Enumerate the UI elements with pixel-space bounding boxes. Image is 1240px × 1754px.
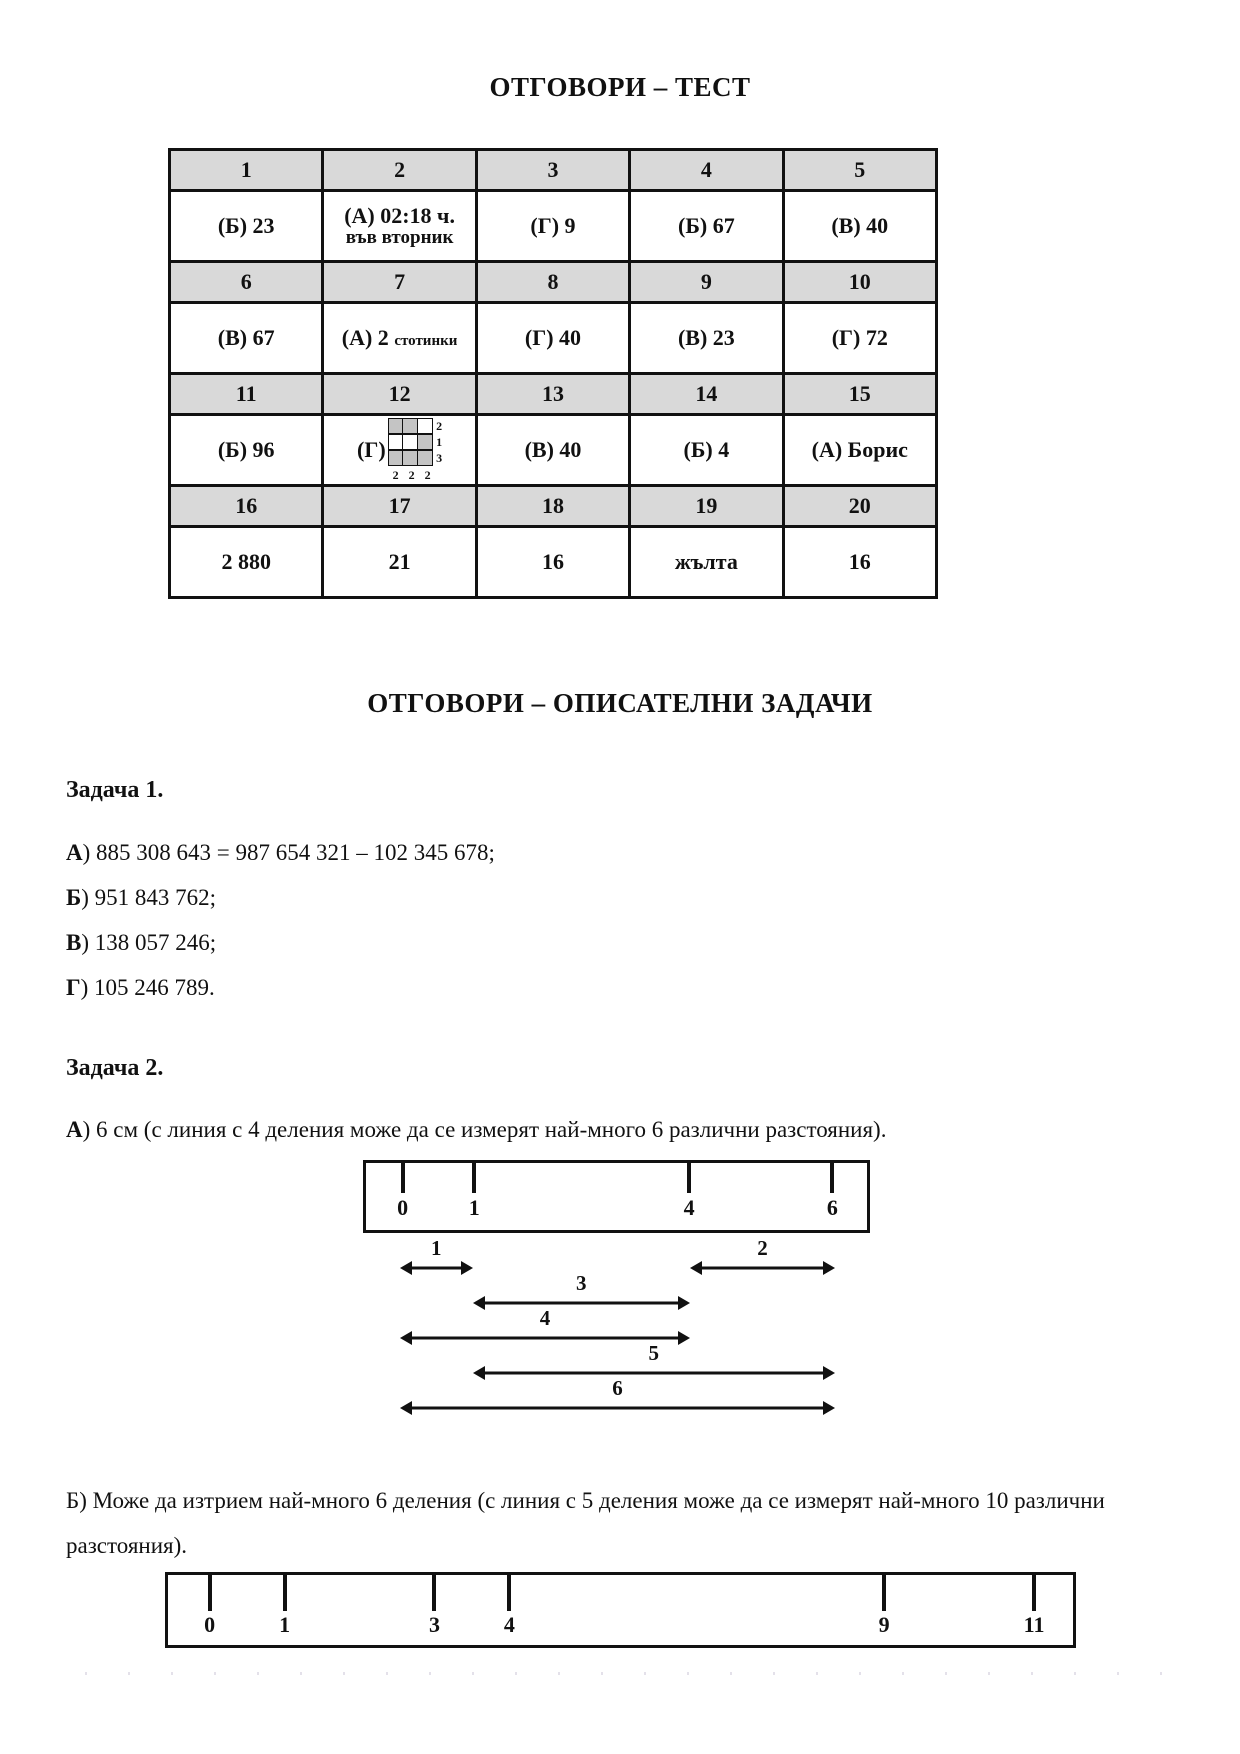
- scan-artifact-dots: [85, 1672, 1180, 1675]
- ruler-tick-label: 9: [878, 1612, 890, 1637]
- ruler-tick-label: 4: [683, 1195, 695, 1220]
- answer-cell-17: 21: [323, 527, 476, 598]
- ruler-tick: [283, 1575, 287, 1611]
- answer-cell-20: 16: [783, 527, 936, 598]
- arrow-shaft: [482, 1302, 682, 1305]
- answer-a-text: ) 6 см (с линия с 4 деления може да се измерят най-много 6 различни разстояния).: [82, 1117, 887, 1142]
- header-cell-14: 14: [630, 374, 783, 415]
- distance-arrows-diagram: [363, 1236, 870, 1430]
- ruler-tick-label: 1: [468, 1195, 480, 1220]
- task-2-section: [66, 1046, 1180, 1152]
- header-cell-12: 12: [323, 374, 476, 415]
- grid-row: [388, 418, 443, 434]
- answer-cell-16: 2 880: [170, 527, 323, 598]
- answer-b-label: Б: [66, 1488, 80, 1513]
- answer-row-3: [170, 415, 937, 486]
- arrow-label: 1: [431, 1236, 442, 1260]
- answer-cell-12: [323, 415, 476, 486]
- title-descriptive-tasks: ОТГОВОРИ – ОПИСАТЕЛНИ ЗАДАЧИ: [367, 688, 873, 718]
- answer-cell-5: (В) 40: [783, 191, 936, 262]
- ruler-tick: [830, 1163, 834, 1193]
- header-cell-10: 10: [783, 262, 936, 303]
- distance-arrow-4: [400, 1306, 690, 1346]
- answer-cell-10: (Г) 72: [783, 303, 936, 374]
- task-1-answer-b: [66, 875, 1180, 920]
- ruler-tick: [208, 1575, 212, 1611]
- answer-cell-1: (Б) 23: [170, 191, 323, 262]
- task-1-answer-v: [66, 920, 1180, 965]
- ruler-tick: [432, 1575, 436, 1611]
- ruler-diagram-4-marks: [363, 1160, 870, 1233]
- grid-row: [388, 434, 443, 450]
- header-row-1: [170, 150, 937, 191]
- task-2-heading: Задача 2.: [66, 1055, 164, 1081]
- header-cell-7: 7: [323, 262, 476, 303]
- answer-v-text: ) 138 057 246;: [81, 930, 217, 955]
- task-2-answer-b: [66, 1478, 1180, 1568]
- answer-cell-15: (А) Борис: [783, 415, 936, 486]
- ruler-tick-label: 3: [428, 1612, 440, 1637]
- answer-2-time: (А) 02:18 ч.: [344, 203, 455, 228]
- answers-table: [168, 148, 938, 599]
- distance-arrow-1: [400, 1236, 473, 1276]
- answer-cell-7: [323, 303, 476, 374]
- distance-arrow-2: [690, 1236, 835, 1276]
- answer-7-main: (А) 2: [341, 325, 389, 350]
- distance-arrow-5: [473, 1341, 836, 1381]
- answer-b-text: ) Може да изтрием най-много 6 деления (с линия с 5 деления може да се измерят най-много 10 различни разстояния).: [66, 1488, 1105, 1558]
- grid-row-label: 2: [436, 419, 443, 433]
- answer-cell-8: (Г) 40: [476, 303, 629, 374]
- arrow-shaft: [409, 1407, 826, 1410]
- arrow-shaft: [699, 1267, 826, 1270]
- answer-cell-11: (Б) 96: [170, 415, 323, 486]
- arrow-label: 4: [539, 1306, 551, 1330]
- answer-cell-14: (Б) 4: [630, 415, 783, 486]
- header-cell-19: 19: [630, 486, 783, 527]
- header-row-2: [170, 262, 937, 303]
- arrow-label: 6: [612, 1376, 623, 1400]
- answer-cell-9: (В) 23: [630, 303, 783, 374]
- header-cell-18: 18: [476, 486, 629, 527]
- task-1-heading: Задача 1.: [66, 777, 164, 803]
- task-1-answer-a: [66, 830, 1180, 875]
- grid-row-label: 1: [436, 435, 443, 449]
- grid-row-label: 3: [436, 451, 443, 465]
- header-cell-20: 20: [783, 486, 936, 527]
- answer-row-1: [170, 191, 937, 262]
- distance-arrow-6: [400, 1376, 835, 1416]
- header-cell-1: 1: [170, 150, 323, 191]
- ruler-tick: [687, 1163, 691, 1193]
- header-cell-13: 13: [476, 374, 629, 415]
- answer-b-label: Б: [66, 885, 82, 910]
- answer-cell-3: (Г) 9: [476, 191, 629, 262]
- header-cell-5: 5: [783, 150, 936, 191]
- title-test-answers: ОТГОВОРИ – ТЕСТ: [489, 72, 751, 102]
- ruler-tick-label: 6: [826, 1195, 838, 1220]
- answer-12-grid-diagram: [388, 418, 443, 482]
- distance-arrow-3: [473, 1271, 691, 1311]
- header-cell-4: 4: [630, 150, 783, 191]
- header-cell-15: 15: [783, 374, 936, 415]
- ruler-tick: [507, 1575, 511, 1611]
- answer-cell-4: (Б) 67: [630, 191, 783, 262]
- answer-g-text: ) 105 246 789.: [80, 975, 215, 1000]
- answer-cell-18: 16: [476, 527, 629, 598]
- answer-cell-19: жълта: [630, 527, 783, 598]
- header-cell-17: 17: [323, 486, 476, 527]
- answer-a-label: А: [66, 840, 83, 865]
- ruler-tick-label: 0: [397, 1195, 409, 1220]
- header-row-3: [170, 374, 937, 415]
- header-cell-11: 11: [170, 374, 323, 415]
- task-1-answer-g: [66, 965, 1180, 1010]
- ruler-tick: [1032, 1575, 1036, 1611]
- header-cell-16: 16: [170, 486, 323, 527]
- ruler-tick-label: 11: [1023, 1612, 1045, 1637]
- answer-cell-6: (В) 67: [170, 303, 323, 374]
- answer-7-unit: стотинки: [394, 333, 458, 349]
- header-row-4: [170, 486, 937, 527]
- header-cell-8: 8: [476, 262, 629, 303]
- arrow-shaft: [409, 1267, 464, 1270]
- ruler-tick-label: 4: [503, 1612, 515, 1637]
- answer-12-letter: (Г): [357, 437, 386, 462]
- answer-cell-13: (В) 40: [476, 415, 629, 486]
- ruler-tick: [401, 1163, 405, 1193]
- ruler-tick-label: 0: [204, 1612, 216, 1637]
- grid-column-labels: [388, 468, 443, 482]
- header-cell-2: 2: [323, 150, 476, 191]
- ruler-tick: [882, 1575, 886, 1611]
- header-cell-9: 9: [630, 262, 783, 303]
- arrow-label: 3: [576, 1271, 587, 1295]
- grid-column-label: 2: [392, 468, 399, 482]
- grid-column-label: 2: [408, 468, 415, 482]
- answer-row-4: [170, 527, 937, 598]
- task-2-answer-a: [66, 1107, 1180, 1152]
- header-cell-6: 6: [170, 262, 323, 303]
- grid-row: [388, 450, 443, 466]
- arrow-shaft: [409, 1337, 681, 1340]
- answer-cell-2: [323, 191, 476, 262]
- answer-b-text: ) 951 843 762;: [81, 885, 217, 910]
- arrow-label: 5: [648, 1341, 659, 1365]
- answer-row-2: [170, 303, 937, 374]
- answer-a-label: А: [66, 1117, 83, 1142]
- answer-g-label: Г: [66, 975, 81, 1000]
- arrow-shaft: [482, 1372, 827, 1375]
- ruler-tick: [472, 1163, 476, 1193]
- answer-v-label: В: [66, 930, 82, 955]
- ruler-tick-label: 1: [279, 1612, 291, 1637]
- arrow-label: 2: [757, 1236, 768, 1260]
- answer-2-day: във вторник: [345, 227, 454, 248]
- ruler-diagram-6-marks: [165, 1572, 1076, 1648]
- task-1-section: [66, 768, 1180, 1010]
- header-cell-3: 3: [476, 150, 629, 191]
- grid-column-label: 2: [424, 468, 431, 482]
- answer-a-text: ) 885 308 643 = 987 654 321 – 102 345 678;: [82, 840, 495, 865]
